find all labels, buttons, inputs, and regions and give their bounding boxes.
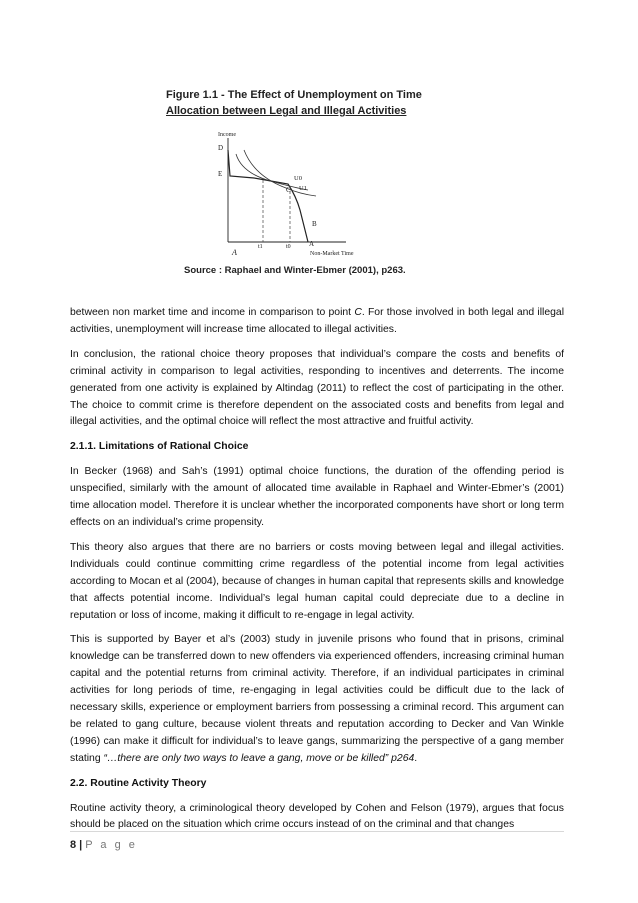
- point-e-label: E: [218, 170, 223, 178]
- time-allocation-graph: [196, 124, 354, 259]
- point-b-label: B: [312, 220, 317, 228]
- figure-source: Source : Raphael and Winter-Ebmer (2001), p263.: [184, 265, 406, 276]
- body-text: [70, 305, 564, 842]
- page-footer: [70, 839, 137, 851]
- figure-title-line-1: Figure 1.1 - The Effect of Unemployment on Time: [166, 89, 422, 101]
- figure-title: [166, 87, 456, 119]
- paragraph: In conclusion, the rational choice theory proposes that individual’s compare the costs and benefits of criminal activity in comparison to legal activities, responding to incentives and deterrents. The income generated from one activity is explained by Altindag (2011) to reflect the cost of participating in the other. The choice to commit crime is therefore dependent on the associated costs and benefits from legal and illegal activities, and the optimal choice will reflect the most attractive and fruitful activity.: [70, 348, 564, 428]
- page-number: 8: [70, 839, 77, 851]
- paragraph: between non market time and income in comparison to point C. For those involved in both legal and illegal activities, unemployment will increase time allocated to illegal activities.: [70, 307, 564, 335]
- point-c-label: C: [286, 186, 291, 194]
- y-axis-label: Income: [218, 132, 236, 138]
- point-d-label: D: [218, 144, 224, 152]
- footer-divider: [70, 831, 564, 832]
- footer-separator: |: [79, 839, 83, 851]
- figure-title-line-2: Allocation between Legal and Illegal Activities: [166, 105, 407, 117]
- tick-t0-label: t0: [286, 244, 291, 250]
- gang-member-quote: “…there are only two ways to leave a gang, move or be killed” p264: [103, 752, 415, 764]
- paragraph: This is supported by Bayer et al’s (2003) study in juvenile prisons who found that in prisons, criminal knowledge can be transferred down to new offenders via experienced offenders, increasing criminal human capital and the potential returns from criminal activity. Therefore, if an individual participates in criminal activities for long periods of time, re-engaging in legal activities could be difficult due to the lack of necessary skills, experience or employment barriers from possessing a criminal record. This argument can be related to gang culture, because violent threats and reputation according to Decker and Van Winkle (1996) can make it difficult for individual’s to leave gangs, summarizing the perspective of a gang member stating “…there are only two ways to leave a gang, move or be killed” p264.: [70, 634, 564, 764]
- x-axis-label: Non-Market Time: [310, 251, 354, 257]
- indifference-curve-u1: [236, 154, 308, 190]
- variable-c: C: [354, 307, 362, 318]
- page-label: P a g e: [85, 839, 138, 851]
- section-heading: 2.1.1. Limitations of Rational Choice: [70, 441, 249, 453]
- section-heading: 2.2. Routine Activity Theory: [70, 777, 207, 789]
- paragraph: Routine activity theory, a criminological theory developed by Cohen and Felson (1979), argues that focus should be placed on the situation which crime occurs instead of on the criminal and that changes: [70, 802, 564, 831]
- point-a-label: A: [309, 240, 315, 248]
- paragraph: In Becker (1968) and Sah’s (1991) optimal choice functions, the duration of the offending period is unspecified, similarly with the amount of allocated time available in Raphael and Winter-Ebmer’s (2001) time allocation model. Therefore it is unclear whether the incorporated components have short or long term effects on an individual’s crime propensity.: [70, 466, 564, 528]
- curve-u1-label: U1: [299, 185, 307, 192]
- budget-constraint-line: [228, 150, 308, 242]
- tick-t1-label: t1: [258, 244, 263, 250]
- paragraph: This theory also argues that there are no barriers or costs moving between legal and illegal activities. Individuals could continue committing crime regardless of the potential income from legal activities according to Mocan et al (2004), because of changes in human capital that represents skills and knowledge that affects potential income. Individual’s legal human capital could depreciate due to a decline in reputation or loss of income, making it difficult to re-engage in legal activity.: [70, 541, 564, 621]
- origin-label: A: [232, 248, 237, 257]
- curve-u0-label: U0: [294, 175, 302, 182]
